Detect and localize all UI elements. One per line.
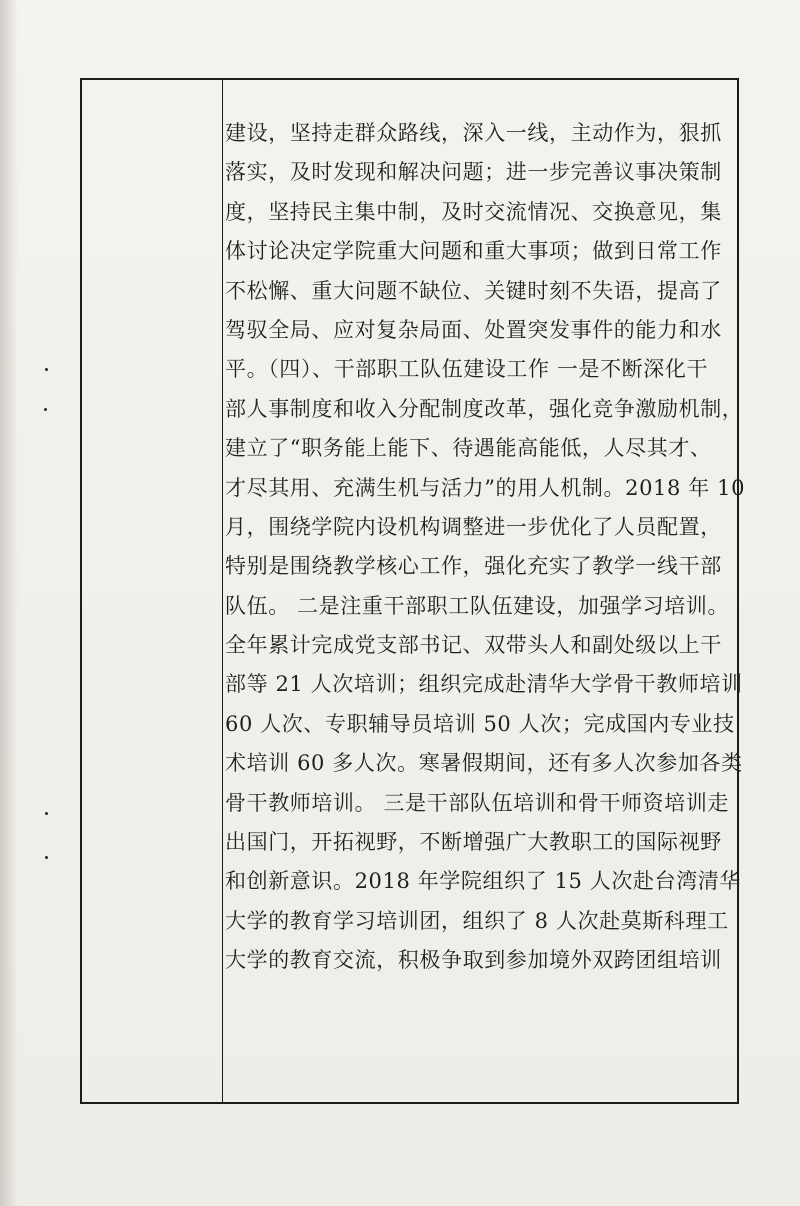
body-text xyxy=(225,114,746,981)
text-line: 度，坚持民主集中制，及时交流情况、交换意见，集 xyxy=(225,199,722,224)
text-line: 全年累计完成党支部书记、双带头人和副处级以上干 xyxy=(225,633,722,658)
binding-hole-mark xyxy=(45,812,48,815)
text-line: 建设，坚持走群众路线，深入一线，主动作为，狠抓 xyxy=(225,121,722,145)
table-column-divider xyxy=(222,80,223,1102)
text-line: 建立了“职务能上能下、待遇能高能低，人尽其才、 xyxy=(225,436,712,461)
form-table xyxy=(80,78,746,1104)
binding-hole-mark xyxy=(44,408,47,411)
text-line: 月，围绕学院内设机构调整进一步优化了人员配置， xyxy=(225,514,722,539)
text-line: 不松懈、重大问题不缺位、关键时刻不失语，提高了 xyxy=(225,278,722,303)
text-line: 特别是围绕教学核心工作，强化充实了教学一线干部 xyxy=(225,554,722,579)
binding-hole-mark xyxy=(45,856,48,859)
text-line: 队伍。 二是注重干部职工队伍建设，加强学习培训。 xyxy=(225,593,730,618)
text-line: 和创新意识。2018 年学院组织了 15 人次赴台湾清华 xyxy=(225,869,741,894)
text-line: 部人事制度和收入分配制度改革，强化竞争激励机制， xyxy=(225,396,744,421)
text-line: 驾驭全局、应对复杂局面、处置突发事件的能力和水 xyxy=(225,317,722,342)
text-line: 体讨论决定学院重大问题和重大事项；做到日常工作 xyxy=(225,239,722,264)
text-line: 平。（四）、干部职工队伍建设工作 一是不断深化干 xyxy=(225,357,709,382)
text-line: 骨干教师培训。 三是干部队伍培训和骨干师资培训走 xyxy=(225,790,730,815)
text-line: 大学的教育交流，积极争取到参加境外双跨团组培训 xyxy=(225,948,722,973)
text-line: 出国门，开拓视野，不断增强广大教职工的国际视野 xyxy=(225,830,722,855)
text-line: 才尽其用、充满生机与活力”的用人机制。2018 年 10 xyxy=(225,475,746,500)
binding-hole-mark xyxy=(45,368,48,371)
text-line: 落实，及时发现和解决问题；进一步完善议事决策制 xyxy=(225,160,722,185)
page-edge-shadow xyxy=(0,0,18,1206)
text-line: 60 人次、专职辅导员培训 50 人次；完成国内专业技 xyxy=(225,711,735,736)
text-line: 术培训 60 多人次。寒暑假期间，还有多人次参加各类 xyxy=(225,751,743,776)
text-line: 部等 21 人次培训；组织完成赴清华大学骨干教师培训 xyxy=(225,672,743,697)
text-line: 大学的教育学习培训团，组织了 8 人次赴莫斯科理工 xyxy=(225,908,729,933)
